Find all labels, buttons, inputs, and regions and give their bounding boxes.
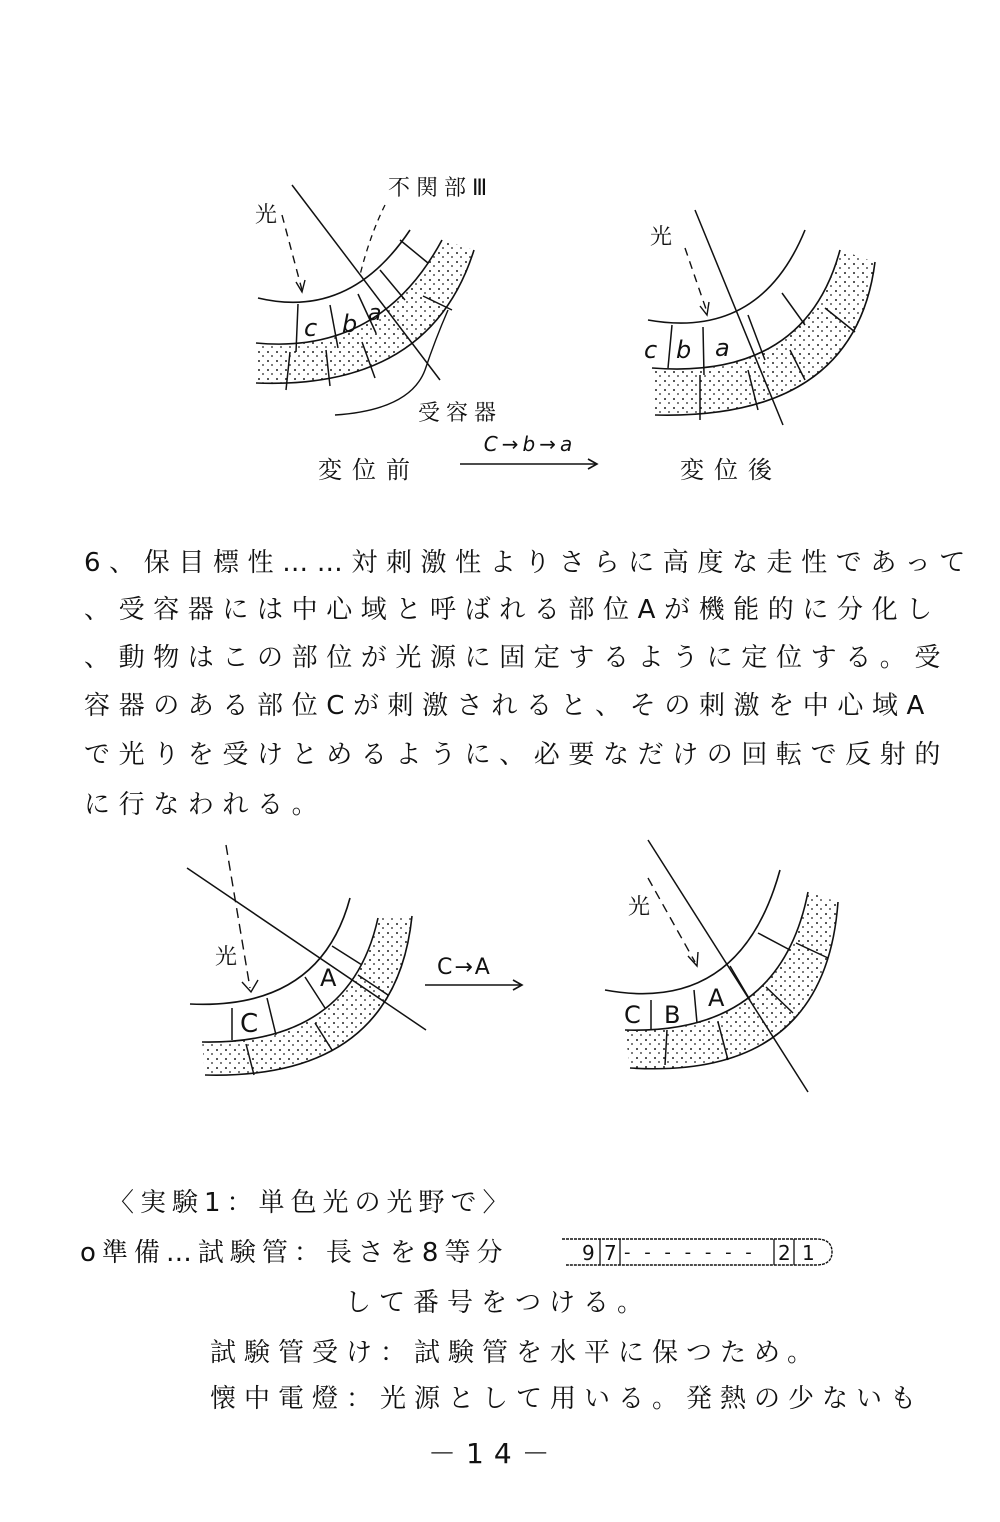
test-tube-outline — [558, 1236, 834, 1268]
figure-2-after — [590, 830, 900, 1110]
tube-number: 2 — [778, 1241, 791, 1265]
nonrelated-label: 不関部Ⅲ — [388, 176, 494, 201]
caption-before: 変位前 — [318, 456, 420, 484]
cell-label-b: b — [342, 310, 358, 338]
light-label: 光 — [215, 945, 238, 970]
cell-label-b: b — [676, 336, 692, 364]
transition-2-label: C→A — [437, 955, 492, 980]
rack-line: 試験管受け：試験管を水平に保つため。 — [210, 1338, 821, 1368]
prep-line: o準備…試験管：長さを8等分 — [80, 1238, 509, 1268]
paragraph-line: 6、保目標性……対刺激性よりさらに高度な走性であって — [84, 548, 974, 578]
arrow-right-icon — [425, 979, 525, 991]
light-label: 光 — [628, 895, 651, 920]
cell-label-a: A — [708, 984, 725, 1012]
transition-2 — [425, 955, 525, 980]
arrow-right-icon — [460, 458, 600, 470]
cell-label-c: c — [644, 336, 658, 364]
cell-label-c: C — [240, 1009, 259, 1039]
cell-label-a: A — [320, 964, 337, 992]
light-label: 光 — [650, 225, 673, 250]
paragraph-line: 、動物はこの部位が光源に固定するように定位する。受 — [84, 643, 950, 673]
test-tube-diagram — [558, 1236, 834, 1268]
flashlight-line: 懐中電燈：光源として用いる。発熱の少ないも — [210, 1384, 925, 1414]
prep-line-2: して番号をつける。 — [345, 1288, 652, 1318]
paragraph-line: 容器のある部位Cが刺激されると、その刺激を中心域A — [84, 691, 933, 721]
paragraph-line: で光りを受けとめるように、必要なだけの回転で反射的 — [84, 740, 950, 770]
receptor-label: 受容器 — [418, 401, 503, 426]
cell-label-c: c — [304, 314, 318, 342]
figure-1-after — [600, 180, 900, 490]
experiment-heading: 〈実験1：単色光の光野で〉 — [108, 1188, 515, 1218]
tube-number: 7 — [604, 1241, 617, 1265]
cell-label-a: a — [715, 334, 730, 362]
cell-label-a: a — [368, 301, 382, 326]
transition-1-label: C→b→a — [483, 432, 577, 456]
paragraph-line: 、受容器には中心域と呼ばれる部位Aが機能的に分化し — [84, 595, 941, 625]
transition-1 — [460, 432, 600, 456]
tube-number: 1 — [802, 1241, 815, 1265]
caption-after: 変位後 — [680, 456, 782, 484]
cell-label-c: C — [624, 1001, 641, 1029]
paragraph-line: に行なわれる。 — [84, 790, 327, 820]
light-label: 光 — [255, 203, 278, 228]
page-number: －14－ — [428, 1437, 560, 1470]
tube-number: 9 — [582, 1241, 595, 1265]
tube-dashes: - - - - - - - — [624, 1242, 756, 1263]
cell-label-b: B — [664, 1001, 681, 1029]
